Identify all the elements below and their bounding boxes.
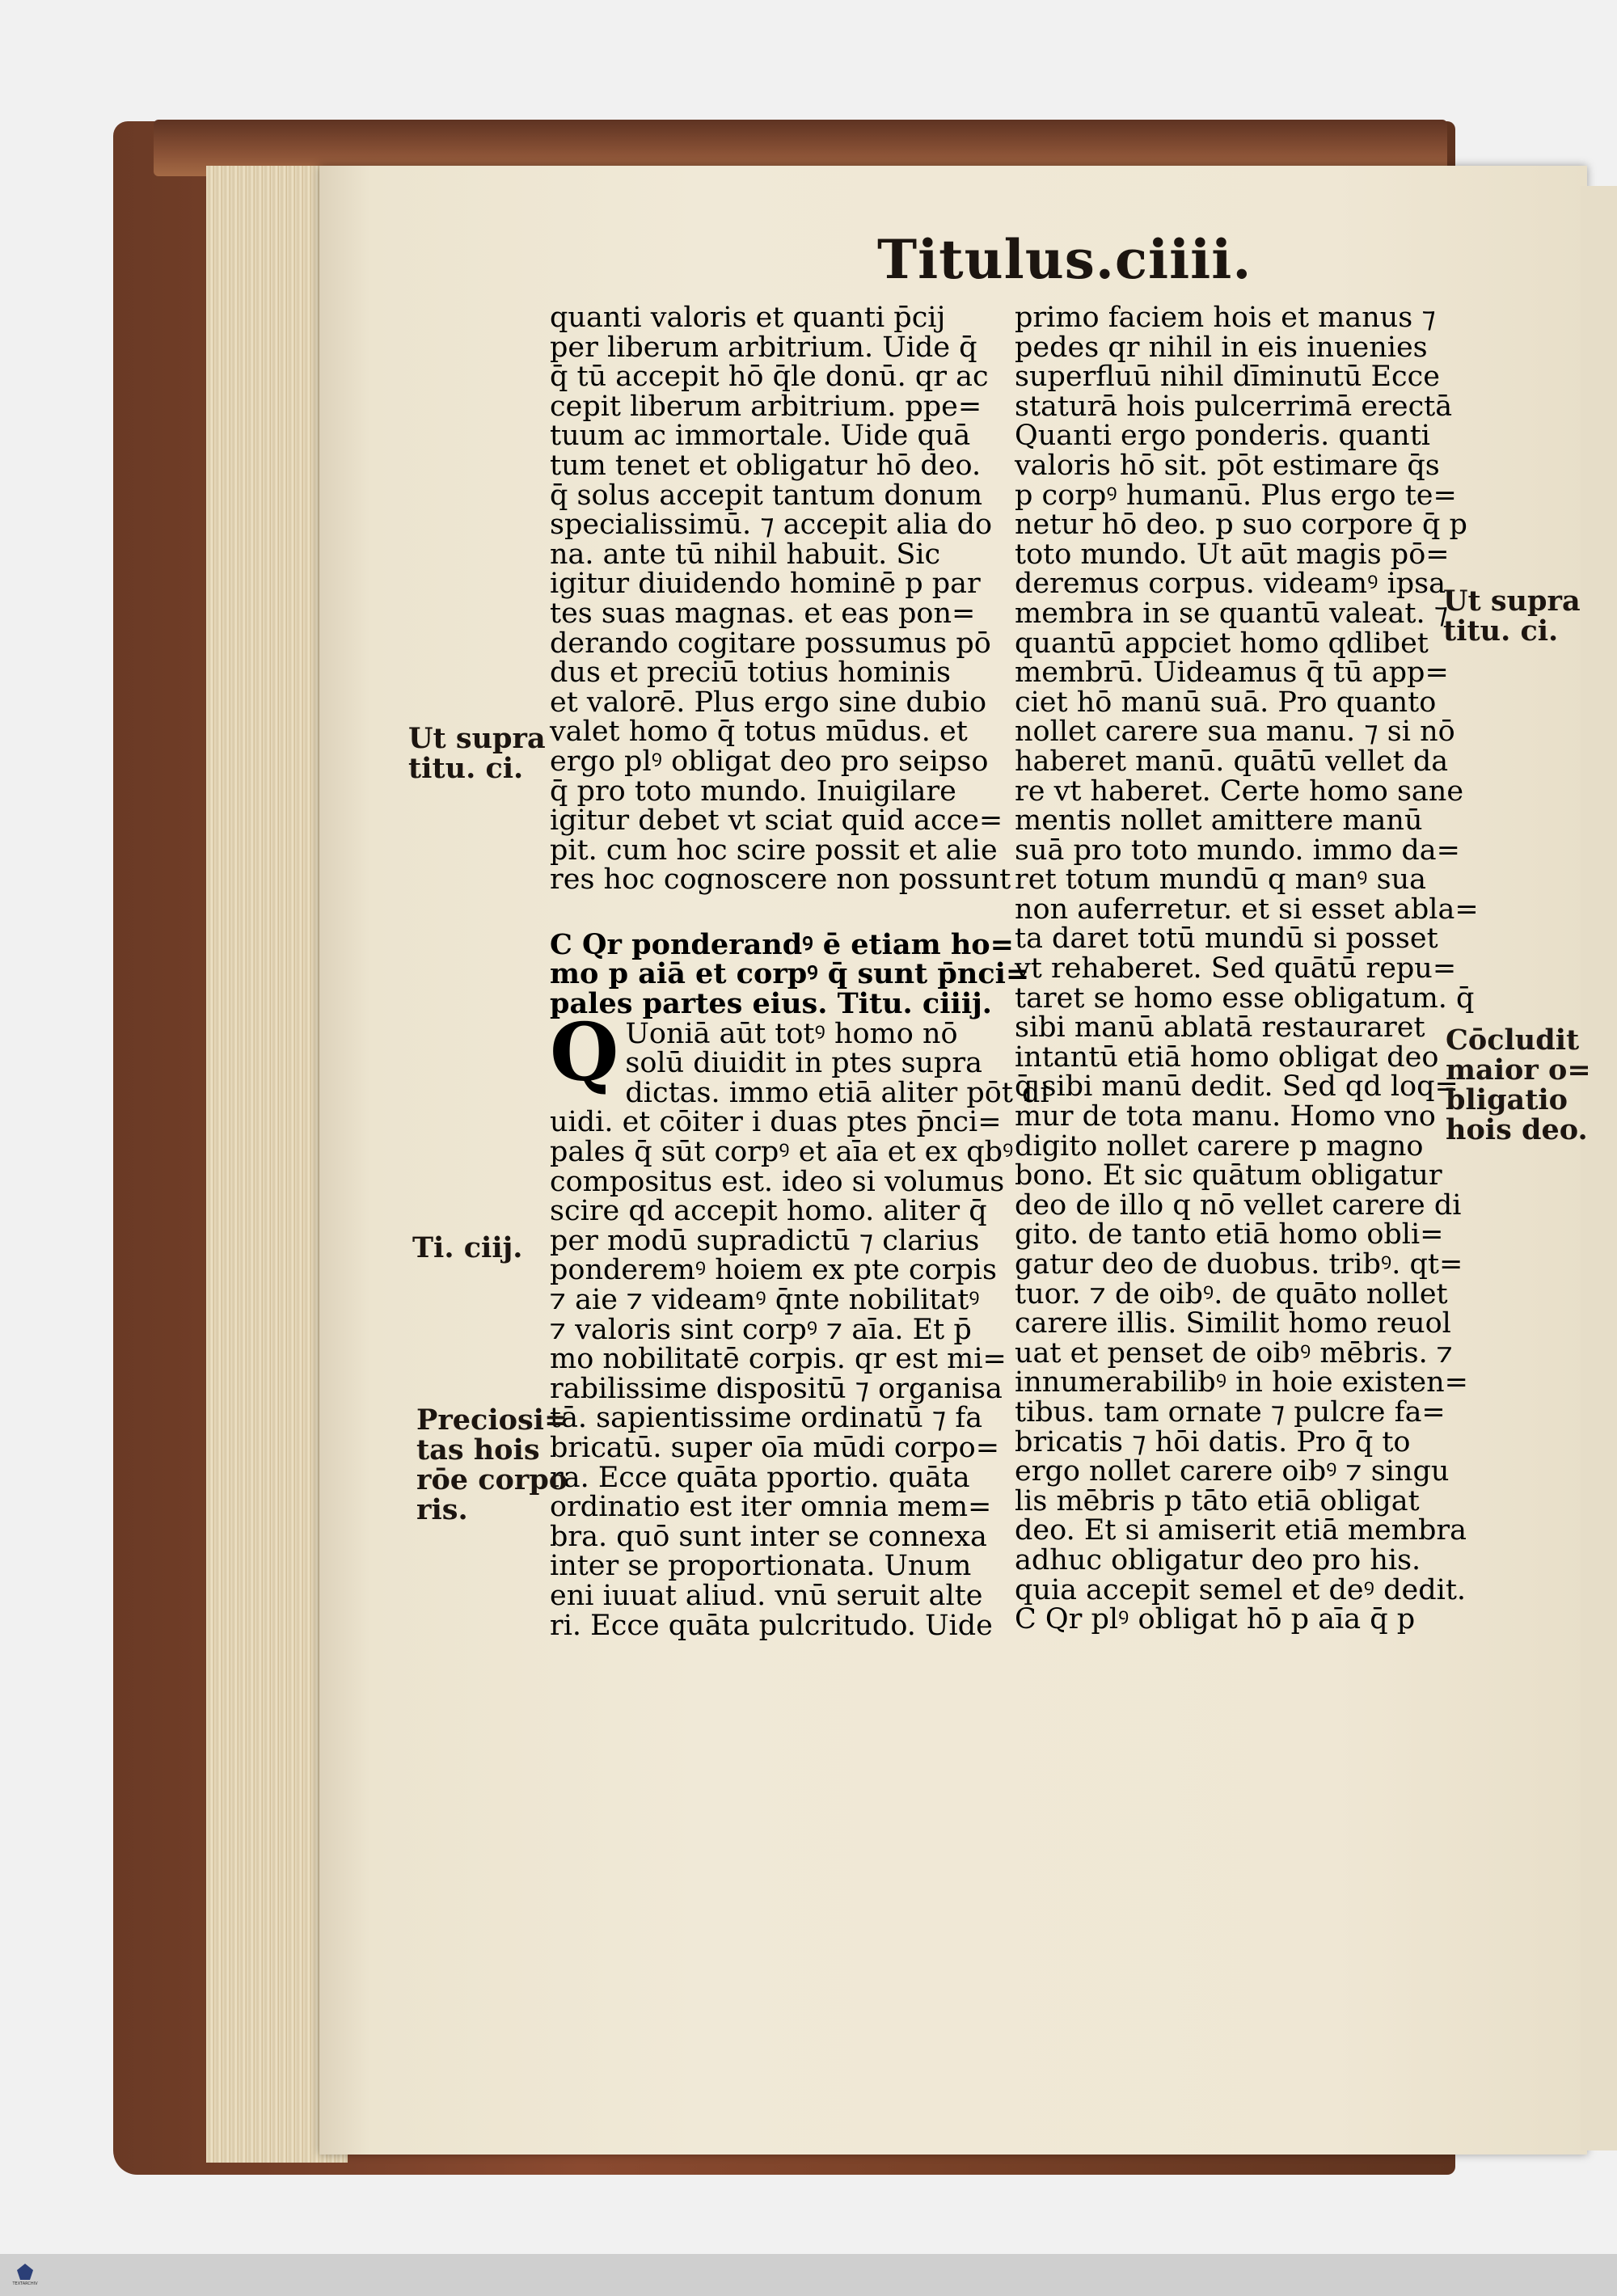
text-line: compositus est. ideo si volumus <box>550 1165 1005 1198</box>
text-line: ⁊ aie ⁊ videamꝰ q̄nte nobilitatꝰ <box>550 1284 980 1316</box>
library-logo <box>8 2257 42 2293</box>
text-line: tes suas magnas. et eas pon= <box>550 597 976 630</box>
text-line: inter se proportionata. Unum <box>550 1550 972 1583</box>
margin-note-line: bligatio <box>1446 1083 1568 1116</box>
next-page-edge <box>1581 186 1617 2150</box>
text-line: tuum ac immortale. Uide quā <box>550 420 971 453</box>
text-line: dus et preciū totius hominis <box>550 656 951 690</box>
text-line: ergo plꝰ obligat deo pro seipso <box>550 745 989 778</box>
right-text-column <box>1015 302 1479 1636</box>
text-line: superfluū nihil dīminutū Ecce <box>1015 361 1440 394</box>
text-line: uat et penset de oibꝰ mēbris. ⁊ <box>1015 1336 1453 1370</box>
margin-note-line: Preciosi= <box>416 1403 568 1437</box>
text-line: dictas. immo etiā aliter pōt di <box>625 1076 1049 1109</box>
text-line: res hoc cognoscere non possunt <box>550 863 1011 897</box>
text-line: bricatū. super oīa mūdi corpo= <box>550 1431 1000 1464</box>
text-line: et valorē. Plus ergo sine dubio <box>550 686 987 719</box>
text-line: specialissimū. ⁊ accepit alia do <box>550 509 993 542</box>
text-line: per liberum arbitrium. Uide q̄ <box>550 331 977 364</box>
text-line: derando cogitare possumus pō <box>550 627 991 660</box>
viewer-footer <box>0 2254 1617 2296</box>
text-line: deo. Et si amiserit etiā membra <box>1015 1514 1467 1547</box>
text-line: intantū etiā homo obligat deo <box>1015 1040 1439 1074</box>
margin-note-titulus-left <box>412 1233 522 1263</box>
text-line: vt rehaberet. Sed quātū repu= <box>1015 952 1457 986</box>
left-text-column <box>550 302 1049 1642</box>
text-line: staturā hois pulcerrimā erectā <box>1015 390 1453 423</box>
text-line: mo nobilitatē corpis. qr est mi= <box>550 1343 1007 1376</box>
text-line: deo de illo q nō vellet carere di <box>1015 1188 1462 1222</box>
text-line: solū diuidit in ptes supra <box>625 1047 983 1080</box>
text-line: ret totum mundū q manꝰ sua <box>1015 863 1427 897</box>
text-line: suā pro toto mundo. immo da= <box>1015 834 1460 867</box>
text-line: digito nollet carere p magno <box>1015 1129 1424 1163</box>
text-line: ciet hō manū suā. Pro quanto <box>1015 686 1437 719</box>
text-line: membrū. Uideamus q̄ tū app= <box>1015 656 1449 690</box>
text-line: q̄ sibi manū dedit. Sed qd loq= <box>1015 1070 1459 1104</box>
text-line: bono. Et sic quātum obligatur <box>1015 1159 1442 1192</box>
text-line: scire qd accepit homo. aliter q̄ <box>550 1195 987 1228</box>
text-line: p corpꝰ humanū. Plus ergo te= <box>1015 479 1457 512</box>
text-line: pales q̄ sūt corpꝰ et aīa et ex qbꝰ <box>550 1136 1014 1169</box>
text-line: carere illis. Similit homo reuol <box>1015 1307 1451 1340</box>
text-line: gatur deo de duobus. tribꝰ. qt= <box>1015 1248 1463 1281</box>
text-line: quantū appciet homo qdlibet <box>1015 627 1429 660</box>
text-line: q̄ pro toto mundo. Inuigilare <box>550 774 956 808</box>
text-line: bra. quō sunt inter se connexa <box>550 1520 987 1553</box>
margin-note-line: tas hois <box>416 1433 540 1467</box>
text-line: igitur debet vt sciat quid acce= <box>550 804 1003 838</box>
library-logo-text: TEXTARCHIV <box>12 2281 38 2286</box>
text-line: q̄ solus accepit tantum donum <box>550 479 983 512</box>
text-line: rabilissime dispositū ⁊ organisa <box>550 1372 1003 1405</box>
text-line: mur de tota manu. Homo vno <box>1015 1100 1436 1133</box>
text-line: primo faciem hois et manus ⁊ <box>1015 302 1436 334</box>
text-line: valoris hō sit. pōt estimare q̄s <box>1015 449 1440 482</box>
running-title: Titulus.ciiii. <box>877 228 1252 291</box>
text-line: q̄ tū accepit hō q̄le donū. qr ac <box>550 361 989 394</box>
text-line: re vt haberet. Certe homo sane <box>1015 774 1464 808</box>
margin-note-line: ris. <box>416 1493 468 1526</box>
margin-note-line: Cōcludit <box>1446 1023 1580 1057</box>
text-line: gito. de tanto etiā homo obli= <box>1015 1218 1444 1251</box>
margin-note-line: maior o= <box>1446 1053 1591 1087</box>
text-line: ponderemꝰ hoiem ex pte corpis <box>550 1254 997 1287</box>
margin-note-concludit <box>1446 1025 1591 1145</box>
text-line: tuor. ⁊ de oibꝰ. de quāto nollet <box>1015 1277 1448 1310</box>
text-line: nollet carere sua manu. ⁊ si nō <box>1015 715 1455 749</box>
margin-note-line: Ti. ciij. <box>412 1231 523 1264</box>
margin-note-ut-supra-right <box>1443 586 1581 646</box>
margin-note-line: Ut supra <box>1443 585 1581 618</box>
text-line: valet homo q̄ totus mūdus. et <box>550 715 968 749</box>
text-line: non auferretur. et si esset abla= <box>1015 893 1479 926</box>
text-line: pedes qr nihil in eis inuenies <box>1015 331 1428 364</box>
text-line: eni iuuat aliud. vnū seruit alte <box>550 1579 983 1612</box>
text-line: mo p aiā et corpꝰ q̄ sunt p̄nci= <box>550 957 1030 991</box>
text-line: cepit liberum arbitrium. ppe= <box>550 390 982 423</box>
text-line: quanti valoris et quanti p̄cij <box>550 302 946 334</box>
text-line: Uoniā aūt totꝰ homo nō <box>625 1017 958 1050</box>
text-line: ri. Ecce quāta pulcritudo. Uide <box>550 1609 993 1642</box>
text-line: mentis nollet amittere manū <box>1015 804 1423 838</box>
library-logo-icon <box>17 2264 33 2280</box>
text-line: sibi manū ablatā restauraret <box>1015 1011 1425 1045</box>
paragraph-gap <box>550 895 998 931</box>
text-line: membra in se quantū valeat. ⁊ <box>1015 597 1449 630</box>
margin-note-line: titu. ci. <box>408 752 524 785</box>
text-line: ordinatio est iter omnia mem= <box>550 1491 992 1524</box>
text-line: ⁊ valoris sint corpꝰ ⁊ aīa. Et p̄ <box>550 1313 972 1346</box>
text-line: ergo nollet carere oibꝰ ⁊ singu <box>1015 1455 1450 1488</box>
margin-note-ut-supra-left <box>408 724 546 783</box>
text-line: taret se homo esse obligatum. q̄ <box>1015 981 1475 1015</box>
text-line: toto mundo. Ut aūt magis pō= <box>1015 538 1450 571</box>
margin-note-line: titu. ci. <box>1443 614 1559 648</box>
text-line: tibus. tam ornate ⁊ pulcre fa= <box>1015 1395 1446 1429</box>
text-line: quia accepit semel et deꝰ dedit. <box>1015 1573 1467 1606</box>
text-line: haberet manū. quātū vellet da <box>1015 745 1449 778</box>
text-line: Quanti ergo ponderis. quanti <box>1015 420 1430 453</box>
text-line: pit. cum hoc scire possit et alie <box>550 834 998 867</box>
text-line: ra. Ecce quāta pportio. quāta <box>550 1461 970 1494</box>
margin-note-preciositas <box>416 1405 568 1525</box>
text-line: lis mēbris p tāto etiā obligat <box>1015 1484 1420 1517</box>
text-line: igitur diuidendo hominē p par <box>550 568 981 601</box>
margin-note-line: hois deo. <box>1446 1113 1588 1146</box>
text-line: pales partes eius. Titu. ciiij. <box>550 987 992 1021</box>
text-line: innumerabilibꝰ in hoie existen= <box>1015 1366 1468 1399</box>
text-line: deremus corpus. videamꝰ ipsa <box>1015 568 1446 601</box>
text-line: C Qr plꝰ obligat hō p aīa q̄ p <box>1015 1603 1416 1636</box>
text-line: bricatis ⁊ hōi datis. Pro q̄ to <box>1015 1425 1411 1458</box>
text-line: adhuc obligatur deo pro his. <box>1015 1543 1421 1576</box>
text-line: uidi. et cōiter i duas ptes p̄nci= <box>550 1106 1002 1139</box>
text-line: C Qr ponderandꝰ ē etiam ho= <box>550 927 1014 961</box>
margin-note-line: Ut supra <box>408 722 546 755</box>
text-line: na. ante tū nihil habuit. Sic <box>550 538 941 571</box>
text-line: ta daret totū mundū si posset <box>1015 922 1438 956</box>
text-line: netur hō deo. p suo corpore q̄ p <box>1015 509 1467 542</box>
text-line: tum tenet et obligatur hō deo. <box>550 449 982 482</box>
text-line: per modū supradictū ⁊ clarius <box>550 1224 980 1257</box>
text-line: tā. sapientissime ordinatū ⁊ fa <box>550 1402 983 1435</box>
decorated-initial: Q <box>550 1006 619 1099</box>
margin-note-line: rōe corpo <box>416 1463 568 1496</box>
